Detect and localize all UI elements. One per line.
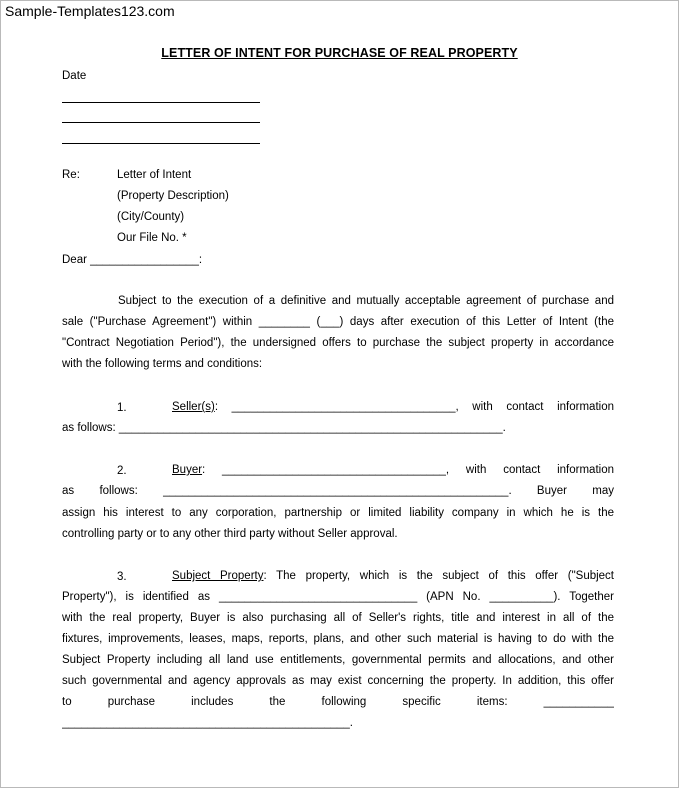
date-label: Date xyxy=(62,70,87,82)
item-2-line-2: as follows: ______________________________________________________. Buyer may xyxy=(62,485,614,497)
item-2-line-4: controlling party or to any other third party without Seller approval. xyxy=(62,528,398,540)
item-2-line-1-text: : ___________________________________, with contact information xyxy=(202,464,614,476)
item-3-heading: Subject Property xyxy=(172,570,264,582)
item-2-line-1 xyxy=(172,460,614,481)
item-1-number: 1. xyxy=(117,402,127,414)
item-1-heading: Seller(s) xyxy=(172,401,215,413)
salutation: Dear _________________: xyxy=(62,254,203,266)
re-line-1: Letter of Intent xyxy=(117,169,192,181)
intro-line-1: Subject to the execution of a definitive and mutually acceptable agreement of purchase and xyxy=(118,295,614,307)
item-2-line-3: assign his interest to any corporation, partnership or limited liability company in which he is the xyxy=(62,507,614,519)
re-label: Re: xyxy=(62,169,80,181)
item-1-line-2: as follows: ____________________________________________________________. xyxy=(62,422,506,434)
document-title: LETTER OF INTENT FOR PURCHASE OF REAL PROPERTY xyxy=(161,46,518,60)
item-3-line-1 xyxy=(172,566,614,587)
re-line-4: Our File No. * xyxy=(117,232,187,244)
date-blank-line-3[interactable] xyxy=(62,143,260,144)
item-3-line-2: Property"), is identified as _______________________________ (APN No. __________). Together xyxy=(62,591,614,603)
date-blank-line-1[interactable] xyxy=(62,102,260,103)
item-1-line-1 xyxy=(172,397,614,418)
re-line-2: (Property Description) xyxy=(117,190,229,202)
intro-line-3: "Contract Negotiation Period"), the undersigned offers to purchase the subject property in accordance xyxy=(62,337,614,349)
item-2-number: 2. xyxy=(117,465,127,477)
item-3-line-3: with the real property, Buyer is also purchasing all of Seller's rights, title and interest in all of the xyxy=(62,612,614,624)
date-blank-line-2[interactable] xyxy=(62,122,260,123)
item-3-line-8: _____________________________________________. xyxy=(62,717,354,729)
intro-line-2: sale ("Purchase Agreement") within ________ (___) days after execution of this Letter of Intent (the xyxy=(62,316,614,328)
item-3-line-1-text: : The property, which is the subject of this offer ("Subject xyxy=(263,570,614,582)
item-3-line-7: to purchase includes the following specific items: ___________ xyxy=(62,696,614,708)
item-3-line-4: fixtures, improvements, leases, maps, reports, plans, and other such material is having to do with the xyxy=(62,633,614,645)
watermark: Sample-Templates123.com xyxy=(5,3,175,19)
item-3-line-5: Subject Property including all land use entitlements, governmental permits and allocations, and other xyxy=(62,654,614,666)
item-3-line-6: such governmental and agency approvals as may exist concerning the property. In addition, this offer xyxy=(62,675,614,687)
item-2-heading: Buyer xyxy=(172,464,203,476)
re-line-3: (City/County) xyxy=(117,211,185,223)
intro-line-4: with the following terms and conditions: xyxy=(62,358,263,370)
item-3-number: 3. xyxy=(117,571,127,583)
item-1-line-1-text: : ___________________________________, with contact information xyxy=(214,401,614,413)
